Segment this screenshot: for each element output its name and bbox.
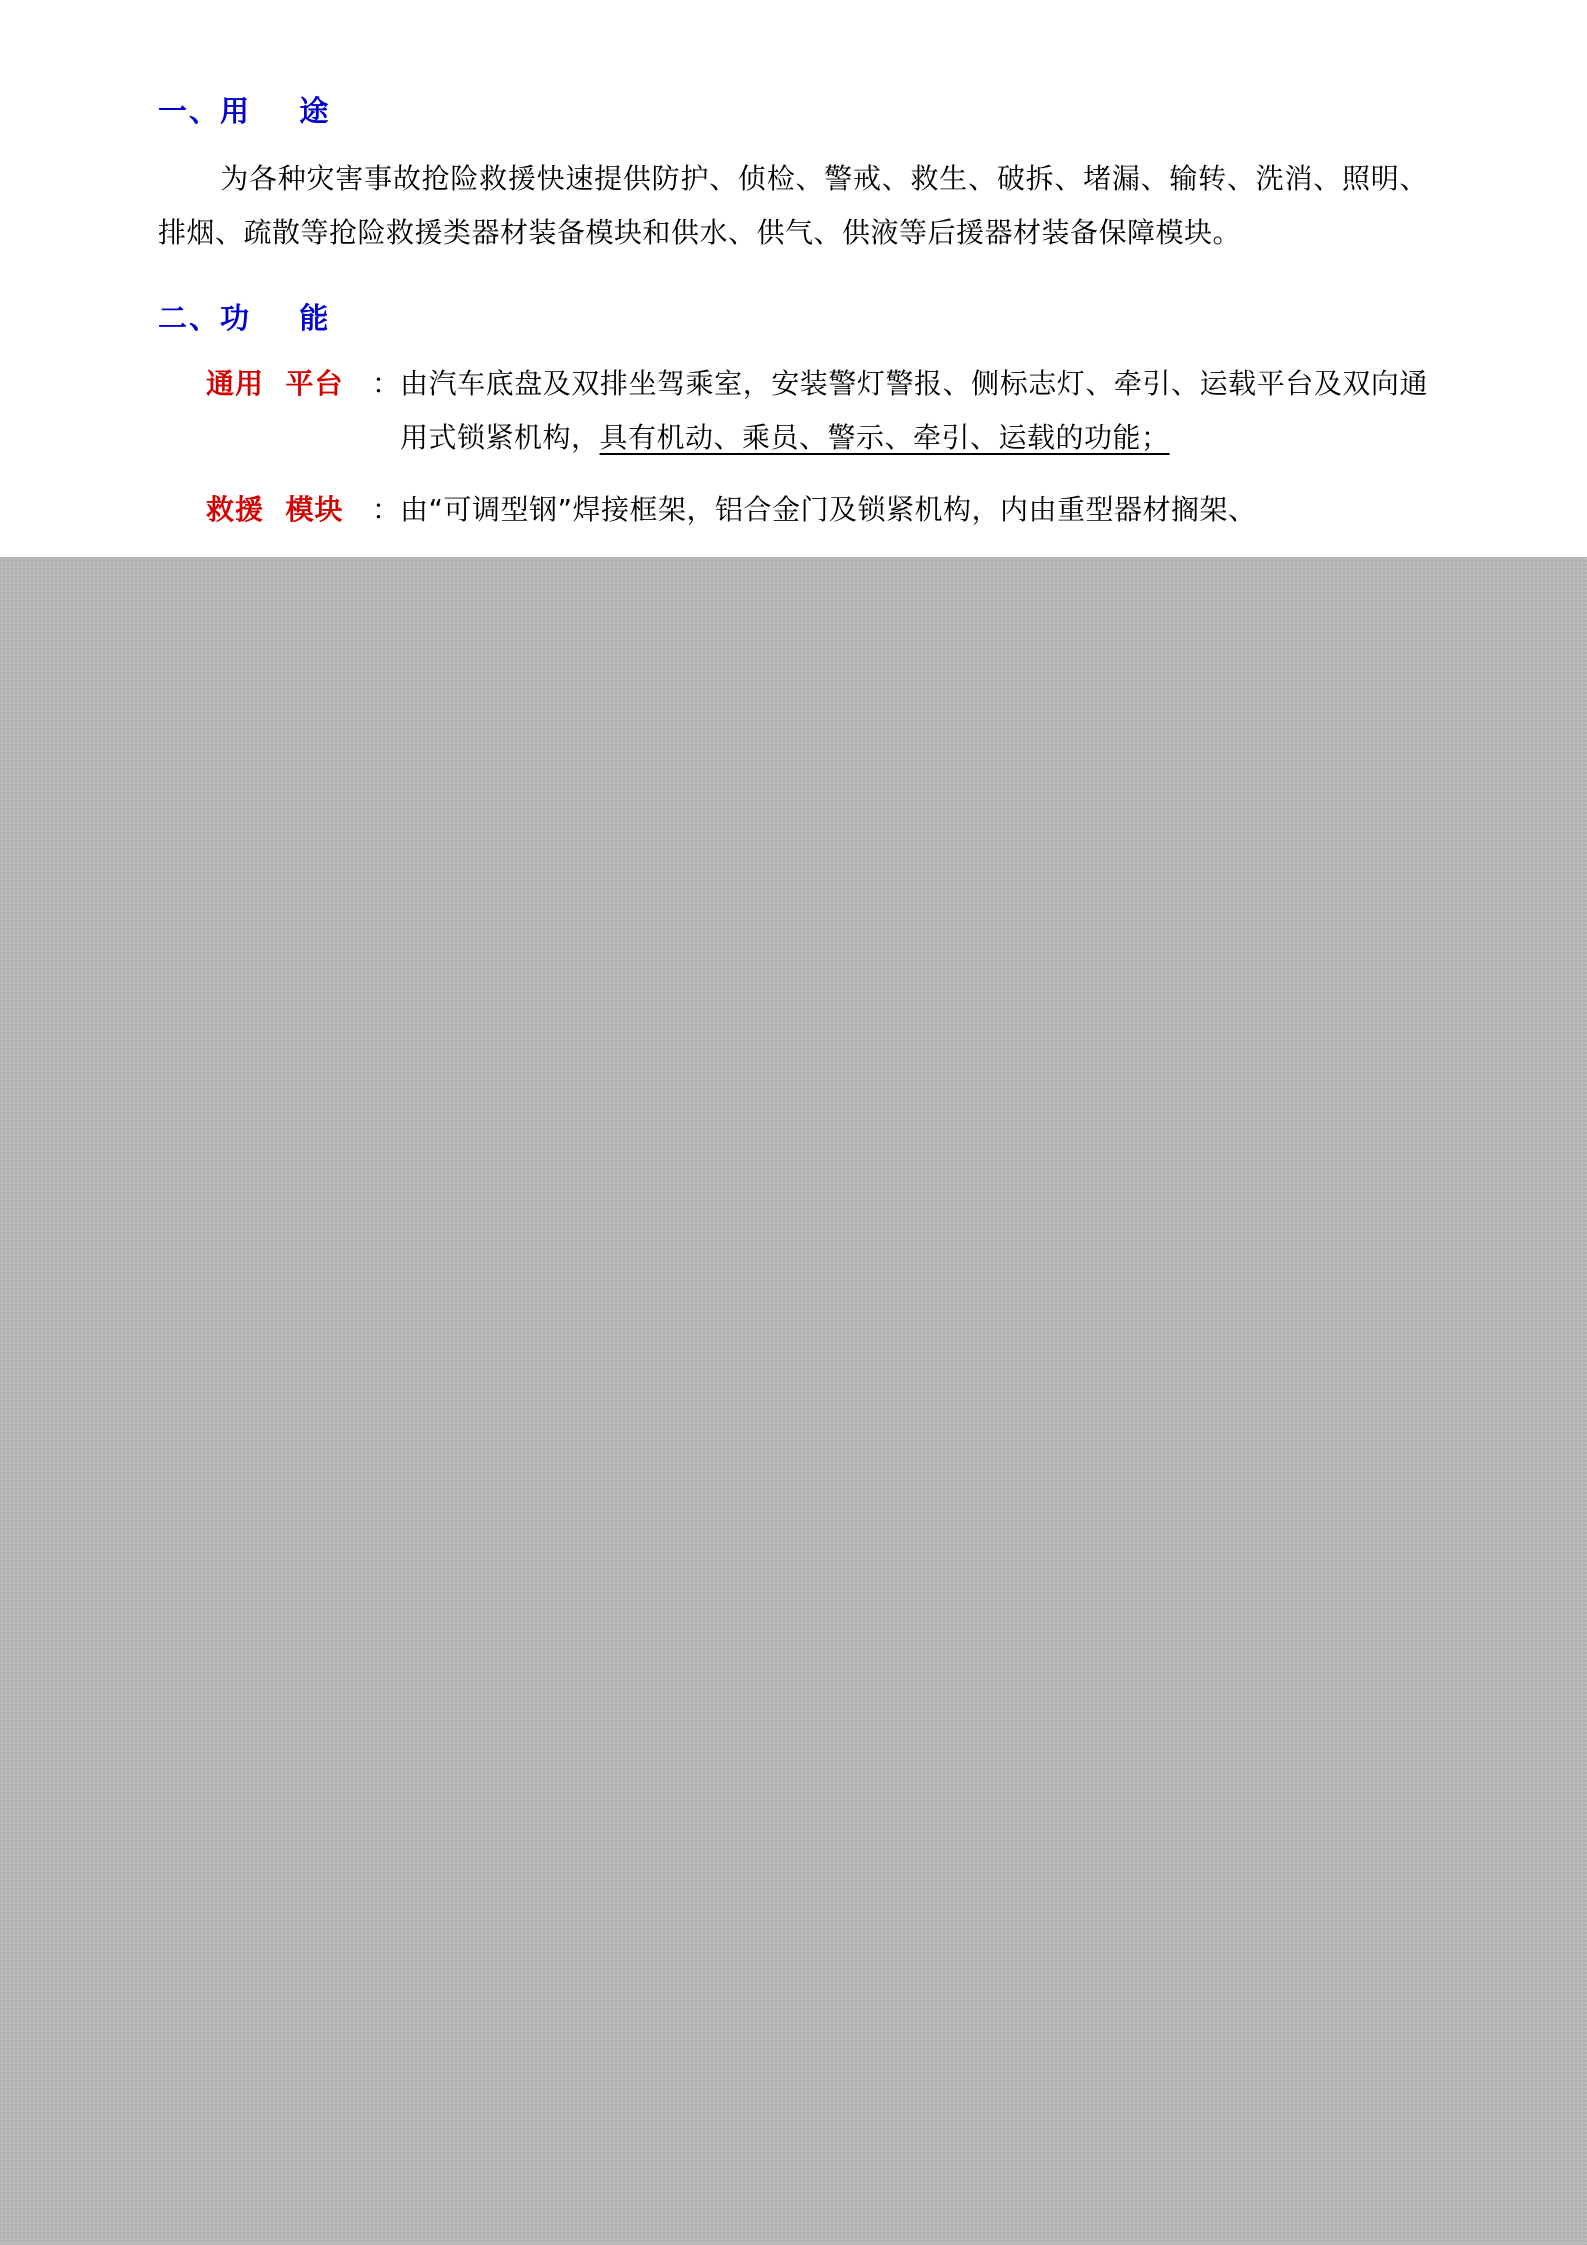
grey-occlusion-overlay	[0, 557, 1587, 2245]
section-heading-function: 二、功 能	[158, 301, 331, 336]
definition-text-plain-rescue-module: 由“可调型钢”焊接框架，铝合金门及锁紧机构，内由重型器材搁架、	[400, 492, 1257, 526]
purpose-paragraph	[158, 152, 1428, 260]
definition-text-plain-general-platform: 由汽车底盘及双排坐驾乘室，安装警灯警报、侧标志灯、牵引、运载平台及双向通用式锁紧机构，	[400, 367, 1428, 455]
definition-label-rescue-module: 救援 模块	[206, 492, 344, 526]
definition-label-general-platform: 通用 平台	[206, 367, 344, 401]
definition-row-rescue-module	[158, 483, 1428, 537]
definition-text-rescue-module	[400, 483, 1428, 537]
section-heading-purpose: 一、用 途	[158, 94, 331, 128]
definition-colon-rescue-module: ：	[372, 492, 401, 526]
definition-text-underlined-general-platform: 具有机动、乘员、警示、牵引、运载的功能；	[599, 421, 1170, 455]
document-content	[158, 96, 1428, 537]
purpose-paragraph-text: 为各种灾害事故抢险救援快速提供防护、侦检、警戒、救生、破拆、堵漏、输转、洗消、照明、排烟、疏散等抢险救援类器材装备模块和供水、供气、供液等后援器材装备保障模块。	[158, 161, 1428, 249]
definition-text-general-platform	[400, 357, 1428, 465]
definition-row-general-platform	[158, 357, 1428, 465]
definition-colon-general-platform: ：	[372, 367, 401, 401]
